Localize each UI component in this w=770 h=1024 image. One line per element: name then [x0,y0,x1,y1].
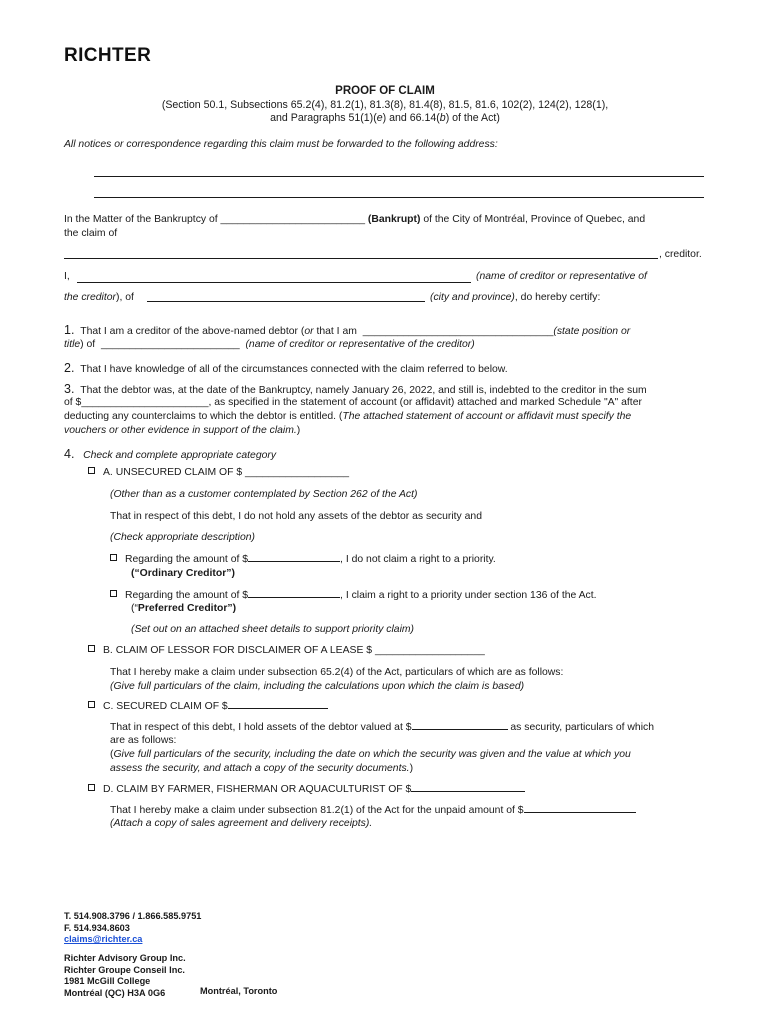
footer-company-1: Richter Advisory Group Inc. [64,953,186,963]
section-d-row: D. CLAIM BY FARMER, FISHERMAN OR AQUACULTURIST OF $ [88,782,525,797]
footer-address [64,953,186,999]
bankrupt-name-blank[interactable]: _________________________ [220,214,366,225]
section-d-amount-blank[interactable] [411,782,525,792]
creditor-label: , creditor. [659,249,702,260]
section-a-note-3: (Set out on an attached sheet details to support priority claim) [131,624,415,635]
section-c-row: C. SECURED CLAIM OF $ [88,699,328,714]
notice-text: All notices or correspondence regarding this claim must be forwarded to the following address: [64,139,498,150]
creditor-name-line[interactable] [77,282,471,283]
section-c-line: That in respect of this debt, I hold assets of the debtor valued at $ as security, particulars of which [110,722,654,733]
checkbox-icon[interactable] [110,554,117,561]
representative-blank[interactable]: ________________________ [100,339,240,350]
item-1-cont: title) of ________________________ (name of creditor or representative of the creditor) [64,339,475,350]
ordinary-option: Regarding the amount of $ , I do not claim a right to a priority. [110,552,496,567]
city-note: (city and province), do hereby certify: [430,292,601,303]
section-c-amount-blank[interactable] [228,699,328,709]
item-2: 2. That I have knowledge of all of the circumstances connected with the claim referred to below. [64,361,508,375]
ordinary-label: (“Ordinary Creditor”) [131,568,235,579]
address-line-2[interactable] [94,197,704,198]
footer-email-link[interactable]: claims@richter.ca [64,934,143,944]
footer-street: 1981 McGill College [64,976,151,986]
richter-logo: RICHTER [64,45,152,66]
unpaid-amount-blank[interactable] [524,803,636,813]
checkbox-icon[interactable] [88,467,95,474]
section-a-amount-blank[interactable]: __________________ [245,467,350,478]
section-c-note-2: assess the security, and attach a copy of the security documents.) [110,763,414,774]
item-3-line-2: of $______________________, as specified in the statement of account (or affidavit) attached and marked Schedule "A" after [64,397,642,408]
checkbox-icon[interactable] [110,590,117,597]
footer-fax: F. 514.934.8603 [64,922,130,933]
item-3-line-4: vouchers or other evidence in support of the claim.) [64,425,301,436]
item-3-line-1: 3. That the debtor was, at the date of the Bankruptcy, namely January 26, 2022, and still is, indebted to the creditor in the sum [64,382,647,396]
item-4: 4. Check and complete appropriate category [64,447,277,461]
footer-offices: Montréal, Toronto [200,986,278,996]
i-label: I, [64,271,70,282]
section-c-line-2: are as follows: [110,735,177,746]
section-a-row: A. UNSECURED CLAIM OF $ __________________ [88,466,349,480]
sum-blank[interactable]: ______________________ [81,397,209,408]
section-b-row: B. CLAIM OF LESSOR FOR DISCLAIMER OF A LEASE $ ___________________ [88,644,485,658]
preferred-option: Regarding the amount of $ , I claim a right to a priority under section 136 of the Act. [110,588,596,603]
city-line[interactable] [147,301,425,302]
position-blank[interactable]: _________________________________ [362,326,554,337]
subtitle-line-2: and Paragraphs 51(1)(e) and 66.14(b) of the Act) [270,112,500,124]
preferred-label: (“Preferred Creditor”) [131,603,237,614]
section-a-line: That in respect of this debt, I do not hold any assets of the debtor as security and [110,511,482,522]
section-b-line: That I hereby make a claim under subsection 65.2(4) of the Act, particulars of which are as follows: [110,667,564,678]
section-c-note-1: (Give full particulars of the security, including the date on which the security was given and the value at which you [110,749,631,760]
creditor-line[interactable] [64,258,658,259]
footer-company-2: Richter Groupe Conseil Inc. [64,964,185,975]
section-d-line: That I hereby make a claim under subsection 81.2(1) of the Act for the unpaid amount of $ [110,803,636,818]
address-line-1[interactable] [94,176,704,177]
section-d-note: (Attach a copy of sales agreement and delivery receipts). [110,818,373,829]
footer-contact [64,911,201,946]
assets-value-blank[interactable] [412,720,508,730]
section-b-note: (Give full particulars of the claim, including the calculations upon which the claim is based) [110,681,525,692]
section-a-note-1: (Other than as a customer contemplated by Section 262 of the Act) [110,489,418,500]
preferred-amount-blank[interactable] [248,588,340,598]
footer-phone: T. 514.908.3796 / 1.866.585.9751 [64,911,202,921]
page-title: PROOF OF CLAIM [335,85,435,97]
section-b-amount-blank[interactable]: ___________________ [374,645,485,656]
section-a-note-2: (Check appropriate description) [110,532,255,543]
city-row: the creditor), of [64,292,134,303]
checkbox-icon[interactable] [88,645,95,652]
footer-city: Montréal (QC) H3A 0G6 [64,987,166,998]
subtitle-line-1: (Section 50.1, Subsections 65.2(4), 81.2(1), 81.3(8), 81.4(8), 81.5, 81.6, 102(2), 124(2), 128(1), [161,99,609,111]
name-note: (name of creditor or representative of [476,271,647,282]
matter-paragraph: In the Matter of the Bankruptcy of _________________________ (Bankrupt) of the City of Montréal, Province of Quebec, and [64,214,646,225]
item-1: 1. That I am a creditor of the above-named debtor (or that I am _________________________________(state position or [64,323,631,337]
checkbox-icon[interactable] [88,701,95,708]
item-3-line-3: deducting any counterclaims to which the debtor is entitled. (The attached statement of account or affidavit must specify the [64,411,632,422]
claim-of-label: the claim of [64,228,118,239]
ordinary-amount-blank[interactable] [248,552,340,562]
checkbox-icon[interactable] [88,784,95,791]
